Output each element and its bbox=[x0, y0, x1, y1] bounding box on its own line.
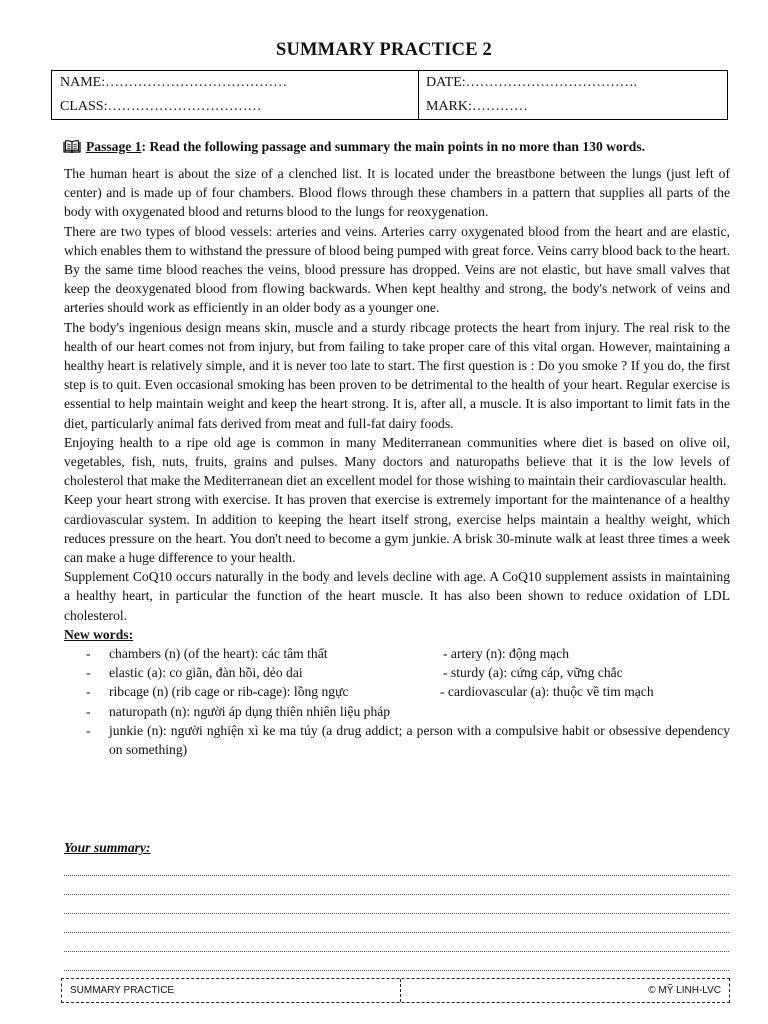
vocab-row bbox=[64, 721, 730, 759]
paragraph: The human heart is about the size of a clenched list. It is located under the breastbone between the lungs (just left of center) and is made up of four chambers. Blood flows through these chambers in a pattern that supplies all parts of the body with oxygenated blood and returns blood to the lungs for reoxygenation. bbox=[64, 166, 730, 220]
summary-heading: Your summary: bbox=[64, 840, 151, 855]
vocab-row bbox=[64, 682, 730, 701]
page-footer bbox=[61, 978, 730, 1003]
instruction-line bbox=[63, 139, 645, 157]
student-info-box bbox=[51, 70, 728, 120]
list-dash: - bbox=[86, 646, 91, 662]
passage-body bbox=[64, 164, 730, 759]
paragraph: The body's ingenious design means skin, muscle and a sturdy ribcage protects the heart from injury. The real risk to the health of our heart comes not from injury, but from failing to take proper care of this vital organ. However, maintaining a healthy heart is relatively simple, and it is never too late to start. The first question is : Do you smoke ? If you do, the first step is to quit. Even occasional smoking has been proven to be detrimental to the health of your heart. Regular exercise is essential to help maintain weight and keep the heart strong. It is, after all, a muscle. It is also important to limit fats in the diet, particularly animal fats derived from meat and full-fat dairy foods. bbox=[64, 319, 730, 431]
vocab-entry: junkie (n): người nghiện xì ke ma túy (a drug addict; a person with a compulsive habit or obsessive dependency on something) bbox=[109, 722, 730, 758]
page-title: SUMMARY PRACTICE 2 bbox=[275, 40, 493, 60]
answer-line bbox=[64, 970, 729, 971]
date-field: DATE:………………………………. bbox=[426, 75, 638, 90]
answer-line bbox=[64, 894, 729, 895]
footer-divider bbox=[400, 979, 401, 1002]
paragraph: There are two types of blood vessels: arteries and veins. Arteries carry oxygenated blood from the heart and are elastic, which enables them to withstand the pressure of blood being pumped with great force. Veins carry blood back to the heart. By the same time blood reaches the veins, blood pressure has dropped. Veins are not elastic, but have small valves that keep the deoxygenated blood from flowing backwards. When kept healthy and strong, the body's network of veins and arteries should work as efficiently in an older body as a younger one. bbox=[64, 223, 730, 316]
answer-line bbox=[64, 951, 729, 952]
vocab-row bbox=[64, 702, 730, 721]
list-dash: - bbox=[86, 722, 91, 738]
list-dash: - bbox=[86, 665, 91, 681]
vocab-entry: - artery (n): động mạch bbox=[443, 646, 570, 662]
answer-line bbox=[64, 875, 729, 876]
open-book-icon bbox=[63, 140, 81, 157]
answer-line bbox=[64, 913, 729, 914]
new-words-list bbox=[64, 644, 730, 759]
footer-left: SUMMARY PRACTICE bbox=[70, 985, 175, 996]
class-field: CLASS:…………………………… bbox=[60, 99, 262, 114]
answer-line bbox=[64, 932, 729, 933]
vocab-entry: naturopath (n): người áp dụng thiên nhiên liệu pháp bbox=[109, 703, 391, 719]
list-dash: - bbox=[86, 703, 91, 719]
instruction-text: : Read the following passage and summary the main points in no more than 130 words. bbox=[141, 139, 646, 154]
vocab-entry: - cardiovascular (a): thuộc về tim mạch bbox=[440, 684, 654, 700]
footer-right: © MỸ LINH-LVC bbox=[648, 985, 721, 996]
list-dash: - bbox=[86, 684, 91, 700]
vocab-entry: - sturdy (a): cứng cáp, vững chắc bbox=[443, 665, 623, 681]
vocab-entry: chambers (n) (of the heart): các tâm thất bbox=[109, 646, 328, 662]
paragraph: Keep your heart strong with exercise. It has proven that exercise is extremely important for the maintenance of a healthy cardiovascular system. In addition to keeping the heart itself strong, exercise helps maintain a healthy weight, which reduces pressure on the heart. You don't need to become a gym junkie. A brisk 30-minute walk at least three times a week can make a huge difference to your health. bbox=[64, 492, 730, 566]
name-field: NAME:………………………………… bbox=[60, 75, 288, 90]
mark-field: MARK:………… bbox=[426, 99, 528, 114]
paragraph: Enjoying health to a ripe old age is common in many Mediterranean communities where diet is based on olive oil, vegetables, fish, nuts, fruits, grains and pulses. Many doctors and naturopaths believe that it is the low levels of cholesterol that make the Mediterranean diet an excellent model for those wishing to maintain their cardiovascular health. bbox=[64, 434, 730, 489]
paragraph: Supplement CoQ10 occurs naturally in the body and levels decline with age. A CoQ10 supplement assists in maintaining a healthy heart, in particular the function of the heart muscle. It has also been shown to reduce oxidation of LDL cholesterol. bbox=[64, 569, 730, 623]
new-words-heading: New words: bbox=[64, 626, 134, 642]
info-divider bbox=[418, 71, 419, 119]
vocab-row bbox=[64, 663, 730, 682]
passage-label: Passage 1 bbox=[86, 139, 142, 154]
vocab-entry: elastic (a): co giãn, đàn hồi, dẻo dai bbox=[109, 665, 303, 681]
vocab-row bbox=[64, 644, 730, 663]
vocab-entry: ribcage (n) (rib cage or rib-cage): lồng ngực bbox=[109, 684, 349, 700]
